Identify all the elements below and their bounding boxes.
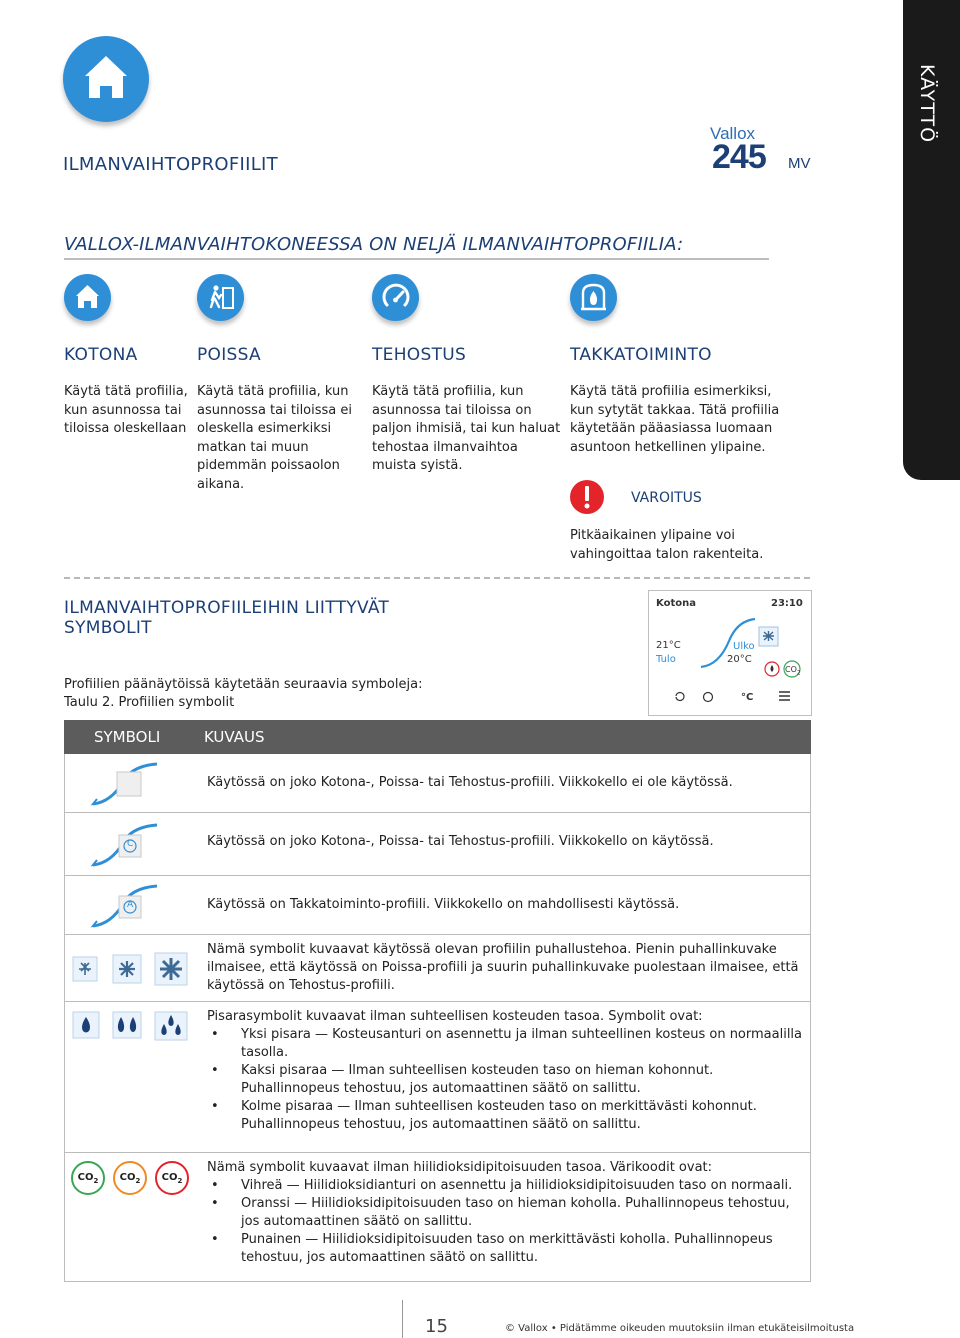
table-row bbox=[64, 1002, 811, 1153]
col-header-symbol: SYMBOLI bbox=[94, 728, 161, 746]
footer-copyright: © Vallox • Pidätämme oikeuden muutoksiin ilman etukäteisilmoitusta bbox=[505, 1323, 855, 1334]
screen-unit: °C bbox=[741, 692, 754, 703]
page-number: 15 bbox=[425, 1316, 448, 1337]
col-header-desc: KUVAUS bbox=[204, 728, 265, 746]
profile-name-takkatoiminto: TAKKATOIMINTO bbox=[570, 345, 712, 365]
table-header bbox=[64, 720, 811, 754]
list-item: • Kolme pisaraa — Ilman suhteellisen kosteuden taso on merkittävästi kohonnut. Puhallinnopeus tehostuu, jos automaattinen säätö on sallittu. bbox=[207, 1098, 802, 1134]
humidity-desc bbox=[207, 1008, 802, 1134]
intro-heading: VALLOX-ILMANVAIHTOKONEESSA ON NELJÄ ILMANVAIHTOPROFIILIA: bbox=[64, 234, 684, 255]
humidity-one-drop-icon bbox=[73, 1012, 99, 1038]
list-item: • Punainen — Hiilidioksidipitoisuuden taso on merkittävästi koholla. Puhallinnopeus tehostuu, jos automaattinen säätö on sallittu. bbox=[207, 1231, 802, 1267]
co2-intro: Nämä symbolit kuvaavat ilman hiilidioksidipitoisuuden tasoa. Värikoodit ovat: bbox=[207, 1160, 713, 1175]
list-item: • Yksi pisara — Kosteusanturi on asennettu ja ilman suhteellinen kosteus on normaalilla tasolla. bbox=[207, 1026, 802, 1062]
warning-title: VAROITUS bbox=[631, 490, 702, 506]
screen-co2: $CO_2$ bbox=[785, 665, 801, 677]
profile-desc-kotona: Käytä tätä profiilia, kun asunnossa tai tiloissa oleskellaan bbox=[64, 384, 188, 436]
screen-curve bbox=[649, 591, 811, 715]
footer-divider bbox=[402, 1300, 403, 1338]
humidity-intro: Pisarasymbolit kuvaavat ilman suhteellisen kosteuden tasoa. Symbolit ovat: bbox=[207, 1009, 703, 1024]
screen-temp-in: 21°C bbox=[656, 640, 681, 651]
co2-red-icon: $CO_2$ bbox=[155, 1161, 189, 1195]
table-row bbox=[64, 876, 811, 935]
screen-label-in: Tulo bbox=[656, 654, 676, 665]
away-icon bbox=[197, 274, 244, 321]
logo-suffix: MV bbox=[788, 155, 811, 172]
table-row bbox=[64, 1153, 811, 1282]
symbols-title-line1: ILMANVAIHTOPROFIILEIHIN LIITTYVÄT bbox=[64, 598, 390, 618]
home-icon bbox=[64, 274, 111, 321]
co2-desc bbox=[207, 1159, 802, 1267]
table-row bbox=[64, 935, 811, 1002]
profile-name-kotona: KOTONA bbox=[64, 345, 138, 365]
logo-brand: Vallox bbox=[710, 124, 756, 143]
list-item: • Oranssi — Hiilidioksidipitoisuuden taso on hieman koholla. Puhallinnopeus tehostuu, jos automaattinen säätö on sallittu. bbox=[207, 1195, 802, 1231]
page-title: ILMANVAIHTOPROFIILIT bbox=[63, 154, 278, 175]
home-icon-large bbox=[63, 36, 149, 122]
table-row bbox=[64, 754, 811, 813]
fan-speed-icons bbox=[65, 935, 193, 1001]
device-screen bbox=[648, 590, 812, 716]
logo-model: 245 bbox=[712, 138, 766, 176]
humidity-icons bbox=[65, 1002, 193, 1152]
row-badge-a: A bbox=[127, 900, 134, 910]
row-badge-c: C bbox=[127, 839, 134, 849]
profile-desc-takkatoiminto: Käytä tätä profiilia esimerkiksi, kun sytytät takkaa. Tätä profiilia käytetään pääasiassa luomaan asuntoon hetkellinen ylipaine. bbox=[570, 384, 780, 455]
fireplace-icon bbox=[570, 274, 617, 321]
screen-time: 23:10 bbox=[771, 598, 803, 609]
row-desc: Käytössä on joko Kotona-, Poissa- tai Tehostus-profiili. Viikkokello ei ole käytössä. bbox=[207, 775, 733, 790]
section-divider bbox=[64, 577, 810, 579]
co2-green-icon: $CO_2$ bbox=[71, 1161, 105, 1195]
co2-orange-icon: $CO_2$ bbox=[113, 1161, 147, 1195]
profile-name-poissa: POISSA bbox=[197, 345, 261, 365]
intro-underline bbox=[64, 258, 769, 260]
warning-icon bbox=[570, 480, 604, 514]
fan-medium-icon bbox=[113, 955, 141, 983]
profile-desc-tehostus: Käytä tätä profiilia, kun asunnossa tai tiloissa on paljon ihmisiä, tai kun haluat tehostaa ilmanvaihtoa muista syistä. bbox=[372, 384, 561, 473]
fan-large-icon bbox=[155, 953, 187, 985]
humidity-two-drops-icon bbox=[113, 1012, 141, 1038]
row-desc: Nämä symbolit kuvaavat käytössä olevan profiilin puhallustehoa. Pienin puhallinkuvake ilmaisee, että käytössä on Poissa-profiili ja suurin puhallinkuvake puolestaan ilmaisee, että käytössä on Tehostus-profiili. bbox=[207, 942, 799, 993]
symbols-intro: Profiilien päänäytöissä käytetään seuraavia symboleja: bbox=[64, 677, 423, 692]
vallox-logo bbox=[708, 124, 818, 176]
symbols-title-line2: SYMBOLIT bbox=[64, 618, 152, 638]
profile-name-tehostus: TEHOSTUS bbox=[372, 345, 467, 365]
screen-label-out: Ulko bbox=[733, 641, 755, 652]
profile-desc-poissa: Käytä tätä profiilia, kun asunnossa tai tiloissa ei oleskella esimerkiksi matkan tai muun pidemmän poissaolon aikana. bbox=[197, 384, 353, 492]
screen-profile: Kotona bbox=[656, 598, 696, 609]
table-caption: Taulu 2. Profiilien symbolit bbox=[64, 695, 235, 710]
side-tab[interactable] bbox=[903, 0, 960, 480]
fan-small-icon bbox=[73, 957, 97, 981]
list-item: • Vihreä — Hiilidioksidianturi on asennettu ja hiilidioksidipitoisuuden taso on normaali. bbox=[207, 1177, 802, 1195]
profile-curve-icon bbox=[65, 754, 193, 812]
list-item: • Kaksi pisaraa — Ilman suhteellisen kosteuden taso on hieman kohonnut. Puhallinnopeus tehostuu, jos automaattinen säätö on sallittu. bbox=[207, 1062, 802, 1098]
humidity-three-drops-icon bbox=[155, 1012, 187, 1040]
row-desc: Käytössä on joko Kotona-, Poissa- tai Tehostus-profiili. Viikkokello on käytössä. bbox=[207, 834, 714, 849]
warning-text: Pitkäaikainen ylipaine voi vahingoittaa talon rakenteita. bbox=[570, 528, 764, 562]
row-desc: Käytössä on Takkatoiminto-profiili. Viikkokello on mahdollisesti käytössä. bbox=[207, 897, 680, 912]
side-tab-label: KÄYTTÖ bbox=[916, 64, 938, 144]
co2-icons bbox=[65, 1153, 193, 1281]
screen-temp-out: 20°C bbox=[727, 654, 752, 665]
symbols-table bbox=[64, 720, 811, 1282]
boost-icon bbox=[372, 274, 419, 321]
table-row bbox=[64, 813, 811, 876]
